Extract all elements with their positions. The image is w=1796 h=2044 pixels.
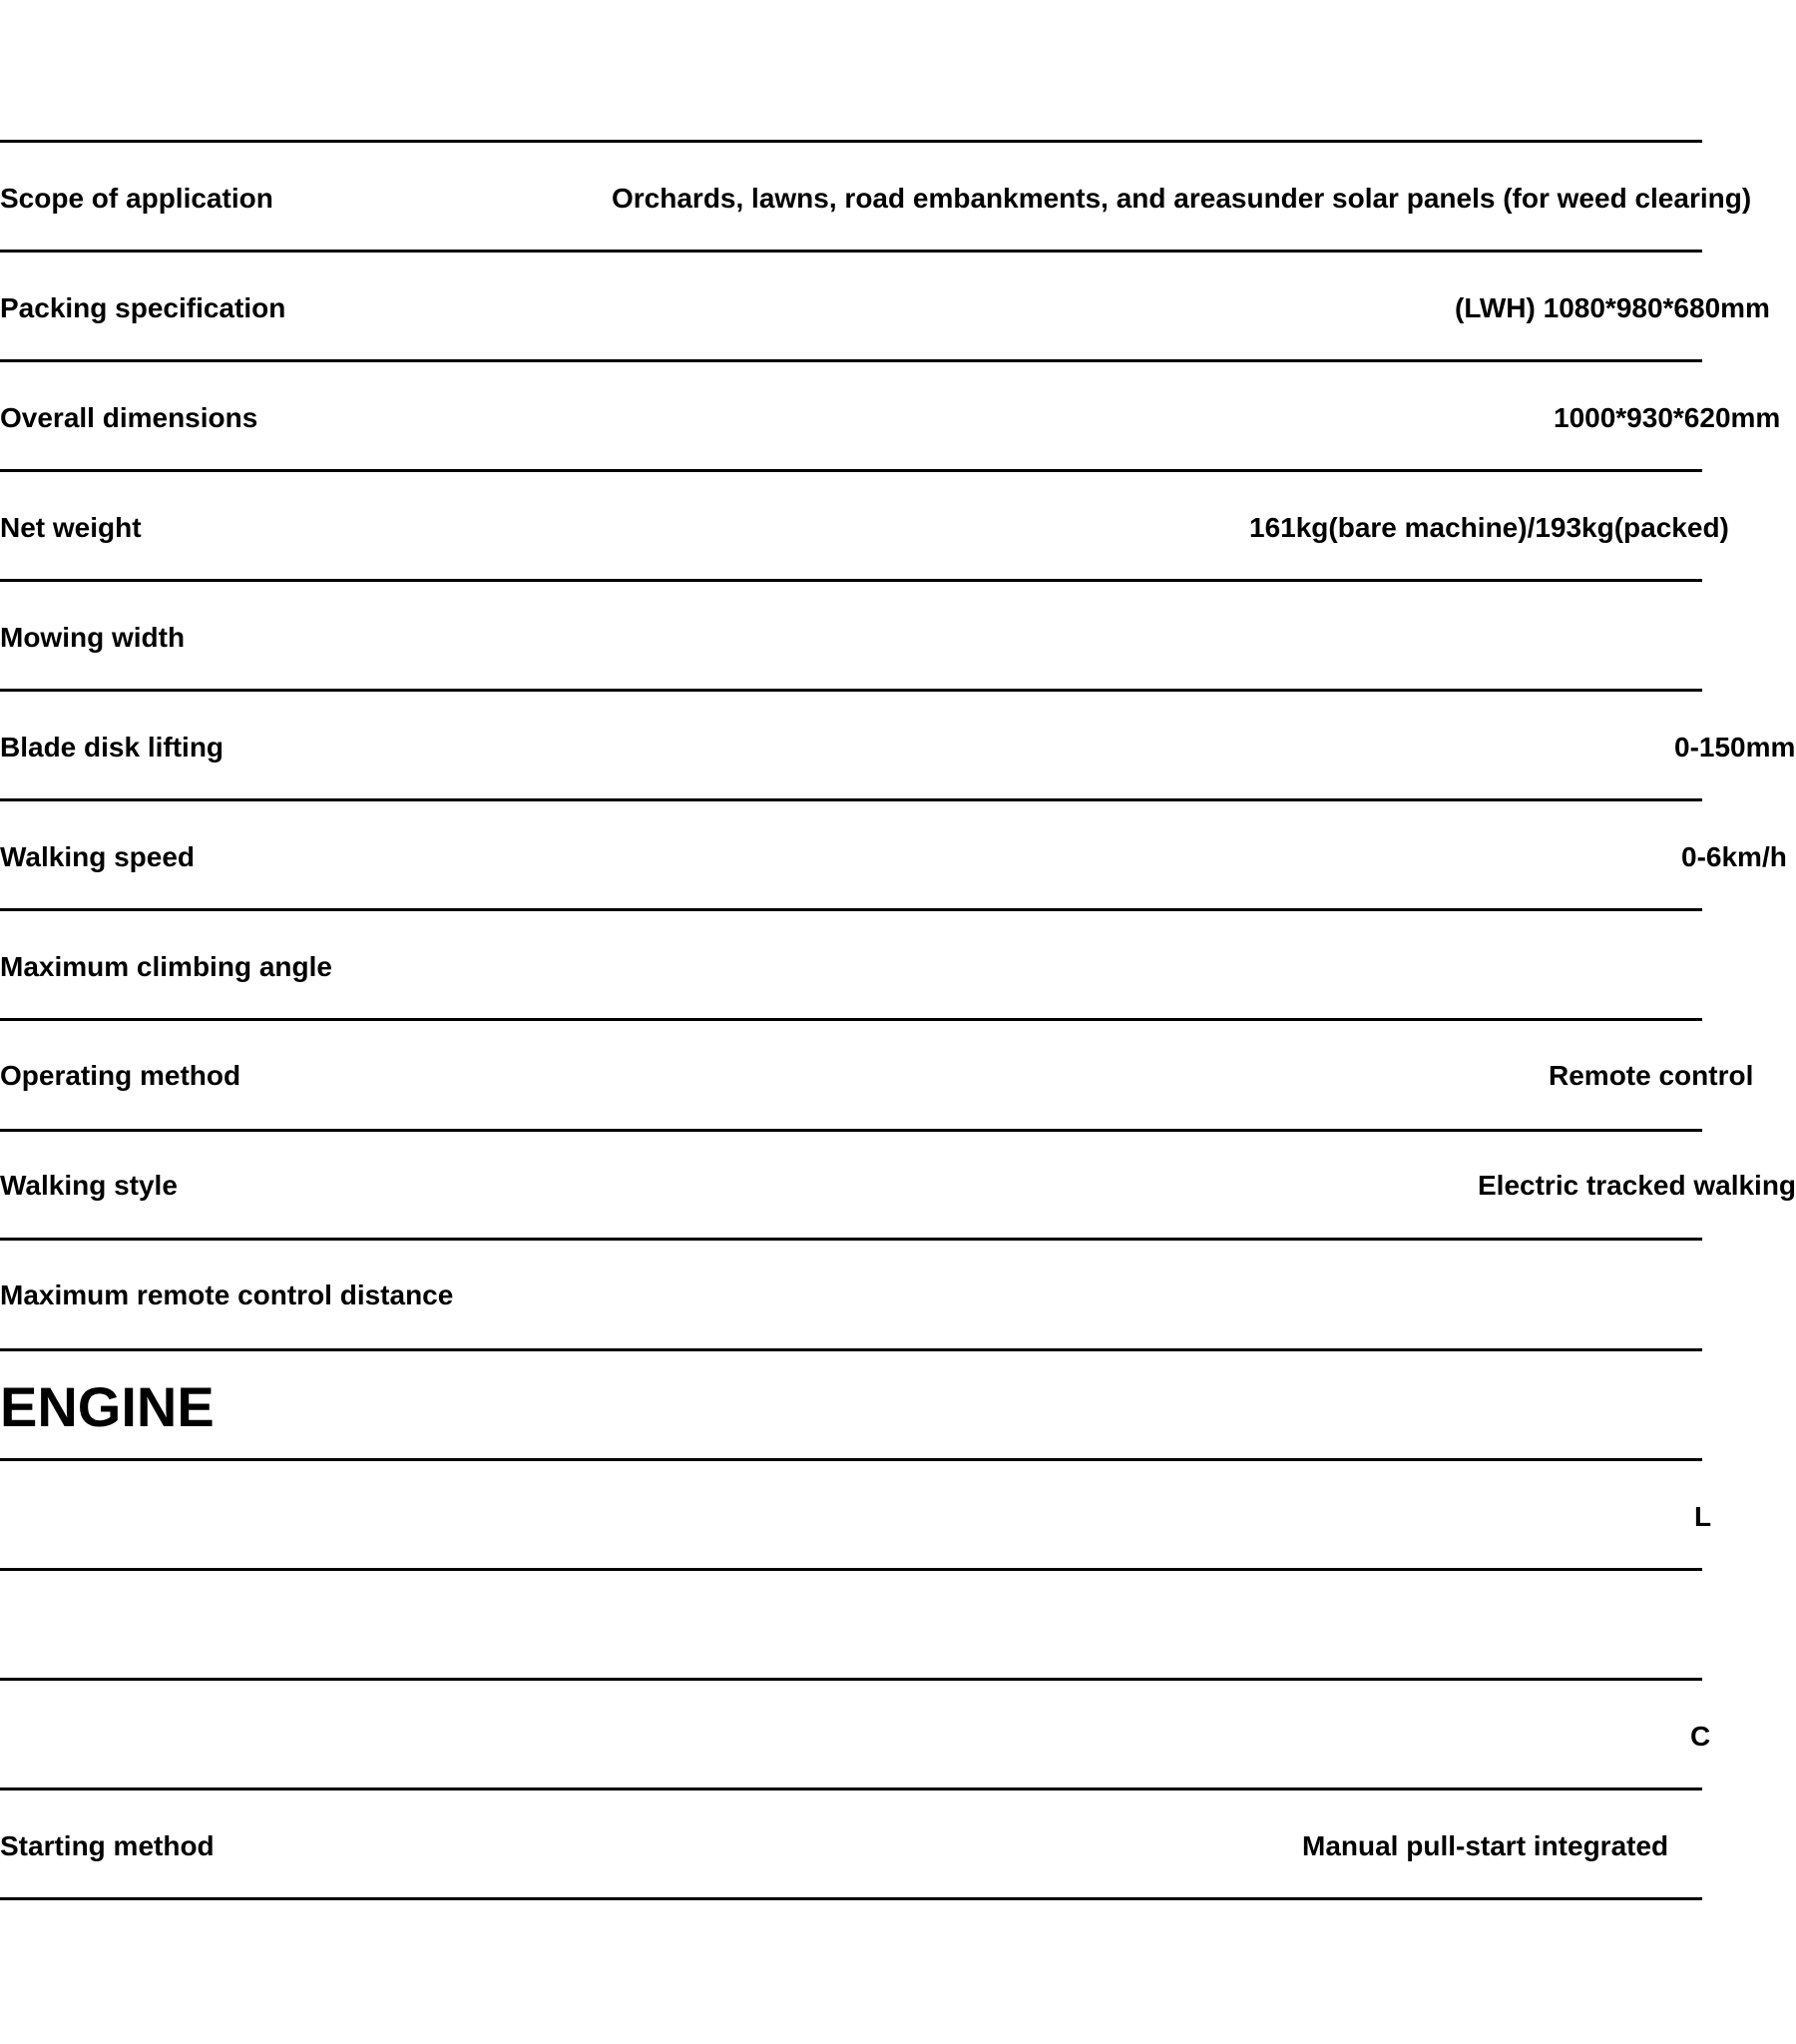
row-label-text: Blade disk lifting	[0, 732, 224, 763]
row-value	[1696, 949, 1702, 985]
row-label	[0, 1168, 559, 1204]
row-label-text: Scope of application	[0, 183, 273, 214]
table-rule	[0, 1678, 1702, 1681]
row-label-text: Starting method	[0, 1830, 215, 1861]
row-value-text: 161kg(bare machine)/193kg(packed)	[1249, 512, 1729, 543]
row-label	[0, 181, 559, 217]
row-value-text: Electric tracked walking	[1478, 1170, 1796, 1201]
row-label	[0, 730, 559, 766]
row-label-text: Packing specification	[0, 292, 286, 323]
row-value-text: C	[1690, 1721, 1711, 1752]
table-rule	[0, 689, 1702, 692]
row-value-text: 1000*930*620mm	[1554, 402, 1781, 433]
row-value-text: Orchards, lawns, road embankments, and areasunder solar panels (for weed clearing)	[612, 183, 1752, 214]
table-rule	[0, 1788, 1702, 1790]
row-value	[1696, 1278, 1702, 1313]
row-label-text: Overall dimensions	[0, 402, 258, 433]
row-label-text: Maximum climbing angle	[0, 951, 332, 982]
table-rule	[0, 1129, 1702, 1132]
row-value	[1554, 400, 1781, 436]
row-label-text: Walking style	[0, 1170, 178, 1201]
row-label-text: Operating method	[0, 1060, 241, 1091]
row-label	[0, 949, 559, 985]
section-title-text: ENGINE	[0, 1375, 215, 1438]
row-value-text: Remote control	[1549, 1060, 1754, 1091]
table-rule	[0, 140, 1702, 143]
row-label-text: Net weight	[0, 512, 142, 543]
row-label	[0, 620, 559, 656]
row-value	[1549, 1058, 1754, 1094]
section-title	[0, 1375, 399, 1439]
table-rule	[0, 908, 1702, 911]
row-value	[1302, 1828, 1702, 1864]
table-rule	[0, 1018, 1702, 1021]
table-rule	[0, 579, 1702, 582]
row-value-text: 0-150mm	[1674, 732, 1796, 763]
row-value	[1249, 510, 1729, 546]
row-value	[1681, 839, 1787, 875]
row-label	[0, 1278, 559, 1313]
table-rule	[0, 1458, 1702, 1461]
row-value	[1674, 730, 1796, 766]
row-label-text: Maximum remote control distance	[0, 1279, 454, 1310]
row-label-text: Walking speed	[0, 841, 196, 872]
row-label	[0, 510, 559, 546]
table-rule	[0, 469, 1702, 472]
row-value	[1478, 1168, 1796, 1204]
table-rule	[0, 1348, 1702, 1351]
row-label	[0, 290, 559, 326]
row-label	[0, 839, 559, 875]
row-value-text: Manual pull-start integrated	[1302, 1830, 1669, 1861]
row-value-text: (LWH) 1080*980*680mm	[1455, 292, 1770, 323]
row-value	[1686, 620, 1702, 656]
row-value	[612, 181, 1752, 217]
table-rule	[0, 1238, 1702, 1241]
row-label-text: Mowing width	[0, 622, 186, 653]
table-rule	[0, 1897, 1702, 1900]
row-label	[0, 400, 559, 436]
row-value-text: L	[1694, 1501, 1712, 1532]
row-value	[1455, 290, 1770, 326]
table-rule	[0, 798, 1702, 801]
row-value	[1694, 1499, 1712, 1535]
row-value	[1690, 1719, 1711, 1755]
table-rule	[0, 250, 1702, 253]
row-label	[0, 1058, 559, 1094]
table-rule	[0, 359, 1702, 362]
row-label	[0, 1828, 559, 1864]
table-rule	[0, 1568, 1702, 1571]
row-value-text: 0-6km/h	[1681, 841, 1787, 872]
